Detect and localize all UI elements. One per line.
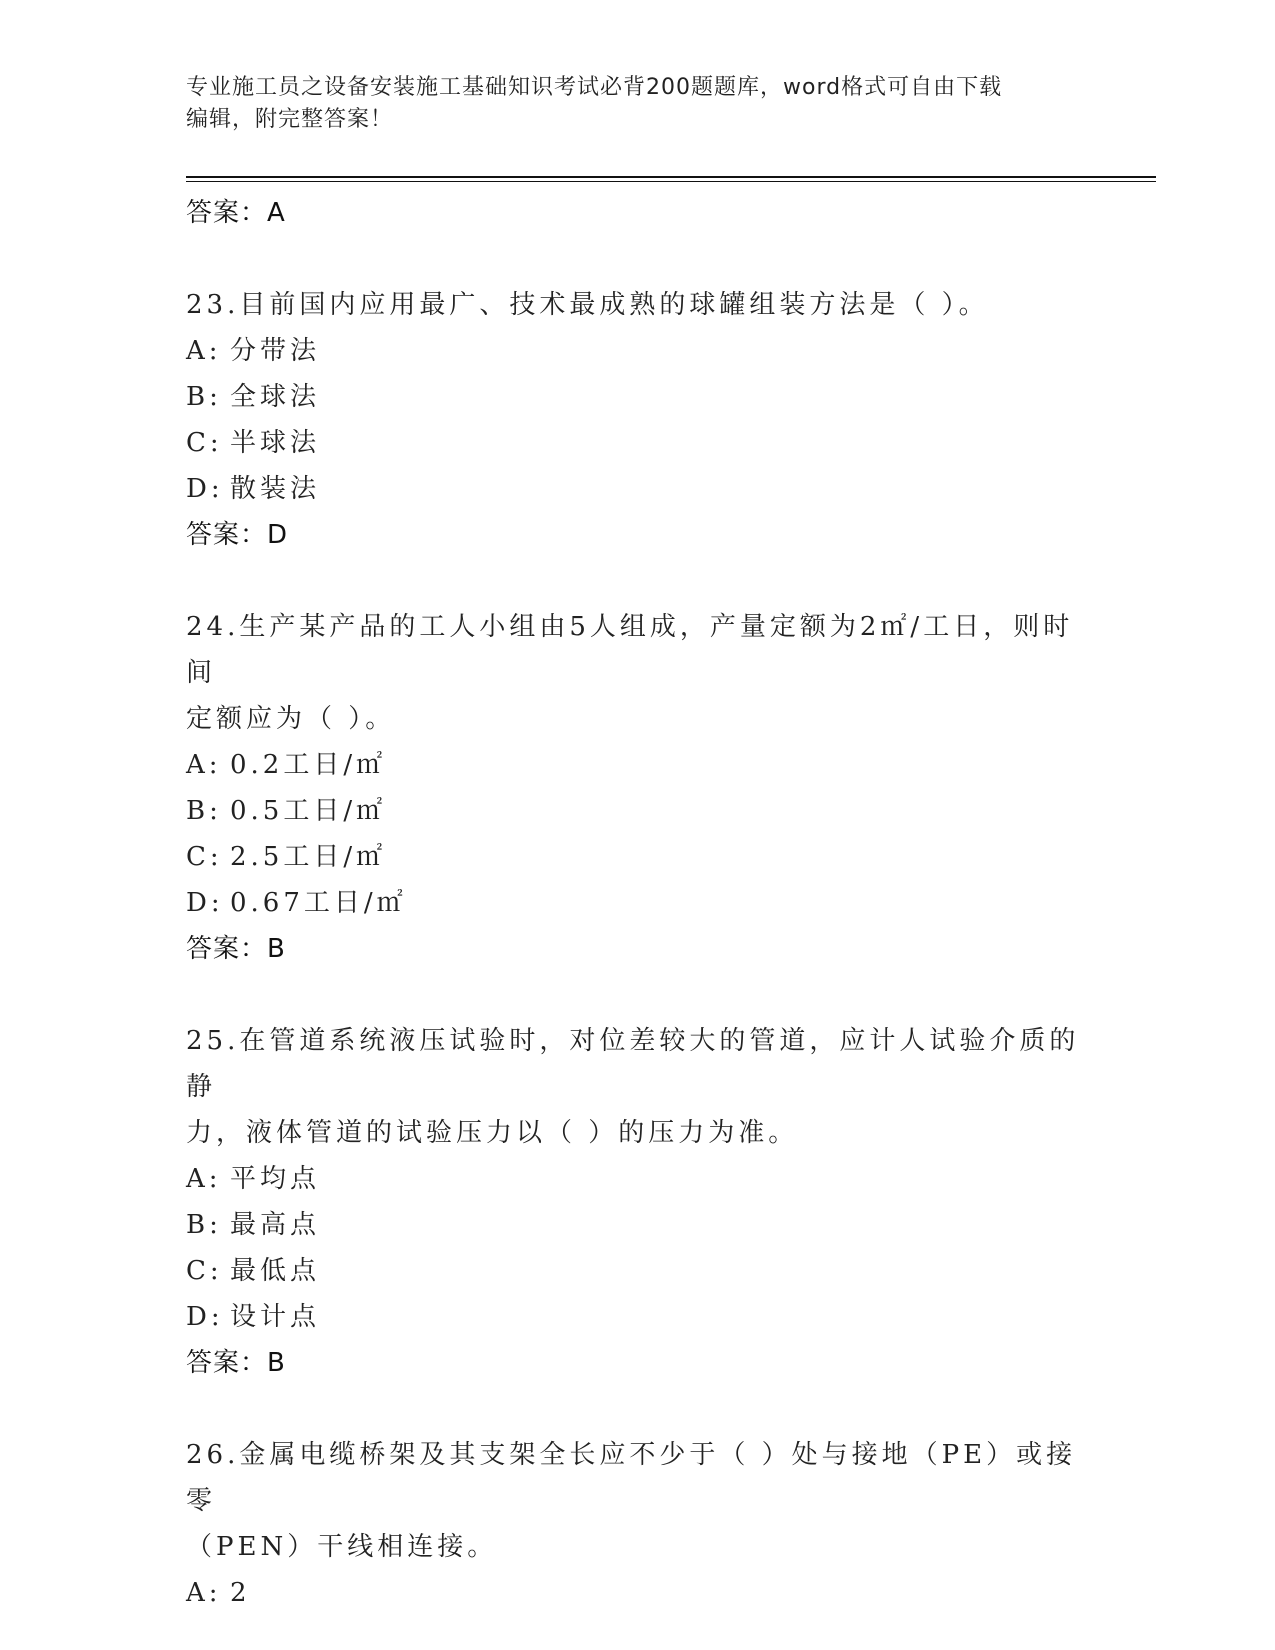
question-block: [186, 604, 1086, 972]
option-key: A:: [186, 336, 222, 366]
option-key: C:: [186, 842, 223, 872]
question-line: 定额应为（ ）。: [186, 704, 396, 734]
option-key: B:: [186, 382, 222, 412]
option-item: [186, 466, 1086, 512]
question-block: [186, 1432, 1086, 1616]
document-header: [186, 72, 1086, 136]
option-item: [186, 420, 1086, 466]
option-text: 散装法: [230, 474, 321, 504]
option-text: 2.5工日/㎡: [230, 842, 387, 872]
option-item: [186, 788, 1086, 834]
question-block: [186, 282, 1086, 558]
question-line: 力，液体管道的试验压力以（ ）的压力为准。: [186, 1118, 799, 1148]
question-text: [186, 282, 1086, 328]
question-line: 24.生产某产品的工人小组由5人组成，产量定额为2㎡/工日，则时间: [186, 612, 1074, 688]
option-text: 0.5工日/㎡: [230, 796, 387, 826]
option-item: [186, 742, 1086, 788]
question-line: （PEN）干线相连接。: [186, 1532, 498, 1562]
option-key: B:: [186, 1210, 222, 1240]
option-text: 分带法: [230, 336, 321, 366]
answer-line: 答案：B: [186, 1348, 286, 1378]
option-item: [186, 1570, 1086, 1616]
option-item: [186, 328, 1086, 374]
option-text: 最高点: [230, 1210, 321, 1240]
question-line: 26.金属电缆桥架及其支架全长应不少于（ ）处与接地（PE）或接零: [186, 1440, 1077, 1516]
option-item: [186, 1156, 1086, 1202]
answer-line: 答案：B: [186, 934, 286, 964]
option-text: 全球法: [230, 382, 321, 412]
option-key: B:: [186, 796, 222, 826]
option-key: A:: [186, 1578, 222, 1608]
option-item: [186, 834, 1086, 880]
option-key: A:: [186, 1164, 222, 1194]
option-text: 设计点: [230, 1302, 321, 1332]
question-text: [186, 1018, 1086, 1156]
option-text: 2: [230, 1578, 251, 1608]
answer-line: 答案：D: [186, 520, 289, 550]
option-text: 半球法: [230, 428, 321, 458]
option-item: [186, 1248, 1086, 1294]
option-key: C:: [186, 1256, 223, 1286]
header-line-1: 专业施工员之设备安装施工基础知识考试必背200题题库，word格式可自由下载: [186, 75, 1003, 100]
header-divider-thin: [186, 181, 1156, 182]
option-item: [186, 1294, 1086, 1340]
option-key: C:: [186, 428, 223, 458]
option-key: D:: [186, 1302, 224, 1332]
option-text: 平均点: [230, 1164, 321, 1194]
option-key: D:: [186, 888, 224, 918]
question-text: [186, 604, 1086, 742]
question-list: [186, 190, 1086, 1616]
question-text: [186, 1432, 1086, 1570]
option-item: [186, 374, 1086, 420]
option-key: D:: [186, 474, 224, 504]
option-item: [186, 880, 1086, 926]
option-key: A:: [186, 750, 222, 780]
option-text: 0.2工日/㎡: [230, 750, 387, 780]
option-text: 最低点: [230, 1256, 321, 1286]
option-item: [186, 1202, 1086, 1248]
answer-line: 答案：A: [186, 198, 286, 228]
question-block: [186, 1018, 1086, 1386]
question-line: 23.目前国内应用最广、技术最成熟的球罐组装方法是（ ）。: [186, 290, 989, 320]
question-line: 25.在管道系统液压试验时，对位差较大的管道，应计人试验介质的静: [186, 1026, 1080, 1102]
option-text: 0.67工日/㎡: [230, 888, 407, 918]
header-line-2: 编辑，附完整答案！: [186, 107, 394, 132]
header-divider-thick: [186, 176, 1156, 178]
